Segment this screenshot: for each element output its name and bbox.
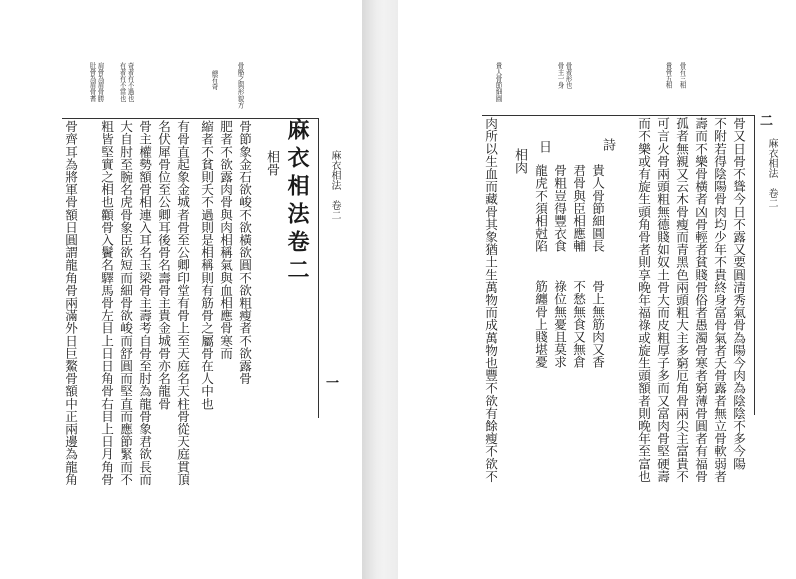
poem-line: 骨粗豈得豐衣食 bbox=[552, 164, 567, 253]
note-column: 骨者形也 bbox=[564, 62, 572, 89]
left-frame-top-rule bbox=[62, 118, 318, 119]
poem-line: 龍虎不須相尅陷 bbox=[533, 164, 548, 253]
note-column: 總有奇 bbox=[210, 70, 218, 90]
body-text-column: 縮者不貧則夭不過則是相稱則有筋骨之屬骨在人中也 bbox=[199, 120, 214, 410]
left-page bbox=[0, 0, 362, 579]
chapter-title: 麻衣相法卷二 bbox=[284, 118, 310, 286]
section-heading-flesh: 相肉 bbox=[512, 148, 527, 174]
note-column: 有者有不當也 bbox=[118, 62, 126, 102]
left-page-header: 麻衣相法 卷二 bbox=[329, 150, 340, 220]
note-column: 骨有三相 bbox=[678, 62, 686, 89]
body-text-column: 骨節象金石欲峻不欲橫欲圓不欲粗瘦者不欲露骨 bbox=[237, 120, 252, 385]
poem-line: 貴人骨節細圓長 bbox=[590, 164, 605, 253]
poem-line: 君骨與臣相應輔 bbox=[571, 164, 586, 253]
body-text-column: 肥者不欲露肉骨與肉相稱氣與血相應骨寒而 bbox=[218, 120, 233, 360]
body-text-column: 大自肘至腕名虎骨象臣欲短而細骨欲峻而舒圓而堅直而應節緊而不 bbox=[118, 120, 133, 486]
note-column: 骨骼之與形貌方 bbox=[236, 62, 244, 109]
left-page-number: 一 bbox=[326, 376, 340, 391]
right-page-header: 麻衣相法 卷二 bbox=[766, 138, 777, 208]
note-column: 奇者有不過也 bbox=[126, 62, 134, 102]
poem-line: 祿位無憂且莫求 bbox=[552, 280, 567, 369]
body-text-column: 可言火骨兩頭粗無德賤如奴土骨大而皮粗厚子多而又富肉骨堅硬壽 bbox=[655, 117, 670, 483]
poem-line: 不愁無食又無倉 bbox=[571, 280, 586, 369]
poem-line: 骨上無筋肉又香 bbox=[590, 280, 605, 369]
right-frame-right-rule bbox=[754, 115, 755, 415]
right-page-number: 二 bbox=[760, 114, 774, 129]
poem-line: 筋纏骨上賤堪憂 bbox=[533, 280, 548, 369]
right-frame-top-rule bbox=[482, 115, 754, 116]
body-text-column: 粗皆堅實之相也顴骨入鬢名驛馬骨左目上日日角骨右目上日月角骨 bbox=[99, 120, 114, 486]
poem-marker: 日 bbox=[536, 140, 551, 153]
body-text-column: 不附若得陰陽骨肉均少年不貴終身富骨氣者夭骨露者無立骨軟弱者 bbox=[712, 117, 727, 483]
body-text-column: 有骨直起象金城者骨至公卿印堂有骨上至天庭名天柱骨從天庭貫頂 bbox=[175, 120, 190, 486]
note-column: 骨主一身 bbox=[556, 62, 564, 89]
body-text-column: 骨又日骨不聳今日不露又要圓清秀氣骨為陽今肉為陰陰不多今陽 bbox=[731, 117, 746, 470]
note-column: 貴人骨節細圓 bbox=[494, 62, 502, 102]
left-frame-right-rule bbox=[318, 118, 319, 418]
body-text-column: 骨齊耳為將軍骨額日圓謂龍角骨兩滿外日巨鰲骨額中正兩邊為龍角 bbox=[63, 120, 78, 486]
book-gutter bbox=[362, 0, 398, 579]
poem-label: 詩 bbox=[600, 138, 615, 151]
body-text-column: 而不樂或有旋生頭角骨者則享晚年福祿或旋生頭額者則晚年至富也 bbox=[636, 117, 651, 483]
body-text-column: 名伏犀骨位至公卿耳後骨名壽骨主貴金城骨亦名龍骨 bbox=[156, 120, 171, 410]
note-column: 肚骨為眉骨耆 bbox=[88, 62, 96, 102]
section-heading-bone: 相骨 bbox=[264, 150, 279, 176]
right-page bbox=[398, 0, 796, 579]
body-text-column: 骨主權勢額骨相連入耳名玉梁骨主壽考自骨至肘為龍骨象君欲長而 bbox=[137, 120, 152, 486]
body-text-column: 孤者無親又云木骨瘦而青黑色兩頭粗大主多窮厄角骨兩尖主富貴不 bbox=[674, 117, 689, 483]
note-column: 貴骨五相 bbox=[664, 62, 672, 89]
body-text-column: 壽而不樂骨橫者凶骨輕者貧賤骨俗者愚濁骨寒者窮薄骨圓者有福骨 bbox=[693, 117, 708, 483]
note-column: 肩骨為眉骨勝 bbox=[96, 62, 104, 102]
body-text-column: 肉所以生血而藏骨其象猶土生萬物而成萬物也豐不欲有餘瘦不欲不 bbox=[483, 117, 498, 483]
